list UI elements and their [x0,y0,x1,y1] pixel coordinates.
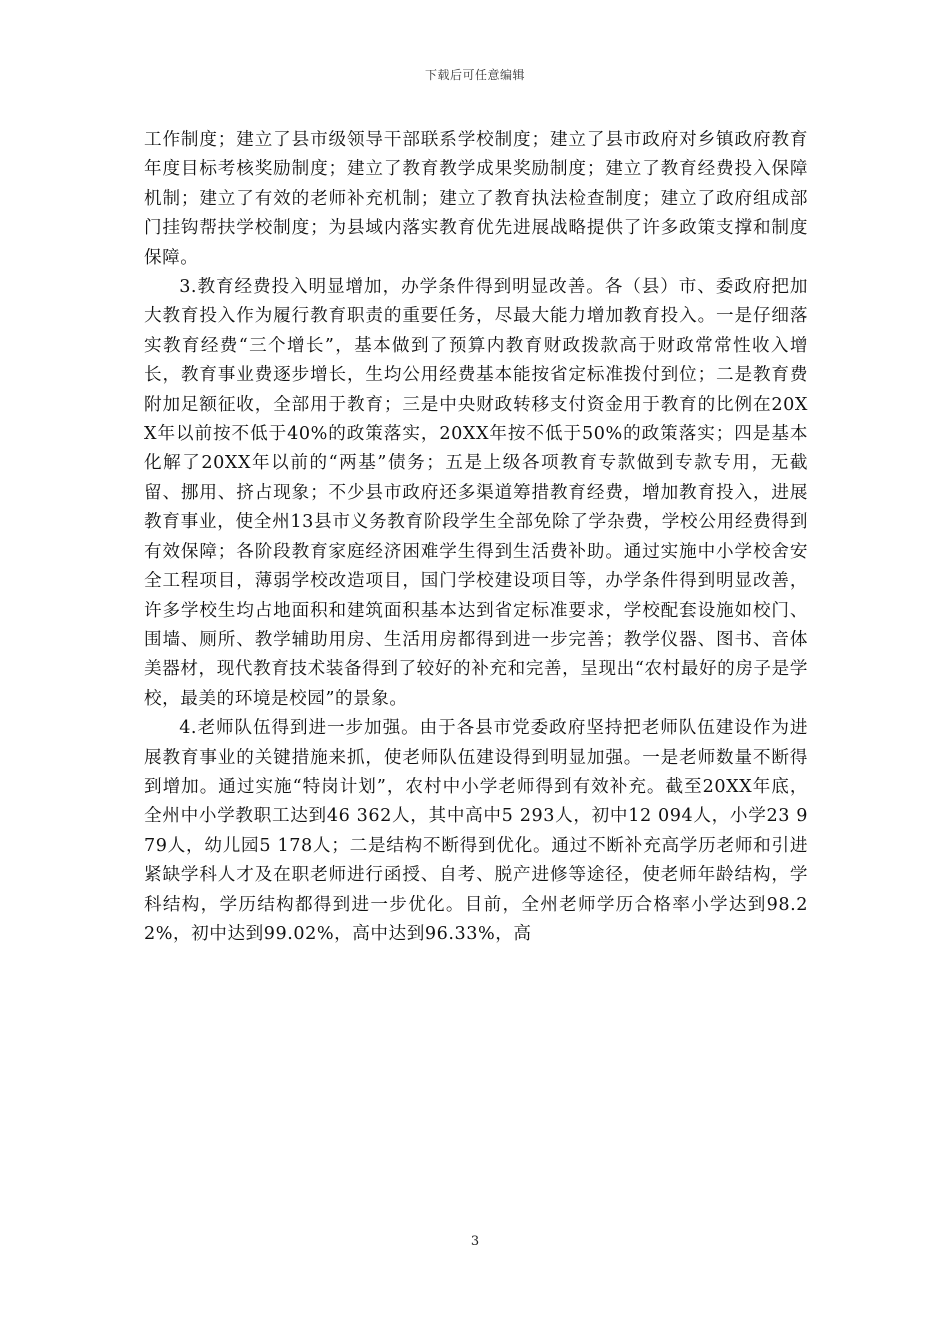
body-text [144,126,808,949]
page-header: 下载后可任意编辑 [424,68,525,82]
page-number: 3 [470,1234,480,1249]
paragraph-1: 工作制度；建立了县市级领导干部联系学校制度；建立了县市政府对乡镇政府教育年度目标考核奖励制度；建立了教育教学成果奖励制度；建立了教育经费投入保障机制；建立了有效的老师补充机制；建立了教育执法检查制度；建立了政府组成部门挂钩帮扶学校制度；为县域内落实教育优先进展战略提供了许多政策支撑和制度保障。 [144,130,808,268]
paragraph-3: 4.老师队伍得到进一步加强。由于各县市党委政府坚持把老师队伍建设作为进展教育事业的关键措施来抓，使老师队伍建设得到明显加强。一是老师数量不断得到增加。通过实施“特岗计划”，农村中小学老师得到有效补充。截至20XX年底，全州中小学教职工达到46 362人，其中高中5 293人，初中12 094人，小学23 979人，幼儿园5 178人；二是结构不断得到优化。通过不断补充高学历老师和引进紧缺学科人才及在职老师进行函授、自考、脱产进修等途径，使老师年龄结构，学科结构，学历结构都得到进一步优化。目前，全州老师学历合格率小学达到98.22%，初中达到99.02%，高中达到96.33%，高 [144,718,808,944]
paragraph-2: 3.教育经费投入明显增加，办学条件得到明显改善。各（县）市、委政府把加大教育投入作为履行教育职责的重要任务，尽最大能力增加教育投入。一是仔细落实教育经费“三个增长”，基本做到了预算内教育财政拨款高于财政常常性收入增长，教育事业费逐步增长，生均公用经费基本能按省定标准拨付到位；二是教育费附加足额征收，全部用于教育；三是中央财政转移支付资金用于教育的比例在20XX年以前按不低于40%的政策落实，20XX年按不低于50%的政策落实；四是基本化解了20XX年以前的“两基”债务；五是上级各项教育专款做到专款专用，无截留、挪用、挤占现象；不少县市政府还多渠道筹措教育经费，增加教育投入，进展教育事业，使全州13县市义务教育阶段学生全部免除了学杂费，学校公用经费得到有效保障；各阶段教育家庭经济困难学生得到生活费补助。通过实施中小学校舍安全工程项目，薄弱学校改造项目，国门学校建设项目等，办学条件得到明显改善，许多学校生均占地面积和建筑面积基本达到省定标准要求，学校配套设施如校门、围墙、厕所、教学辅助用房、生活用房都得到进一步完善；教学仪器、图书、音体美器材，现代教育技术装备得到了较好的补充和完善，呈现出“农村最好的房子是学校，最美的环境是校园”的景象。 [144,277,808,709]
